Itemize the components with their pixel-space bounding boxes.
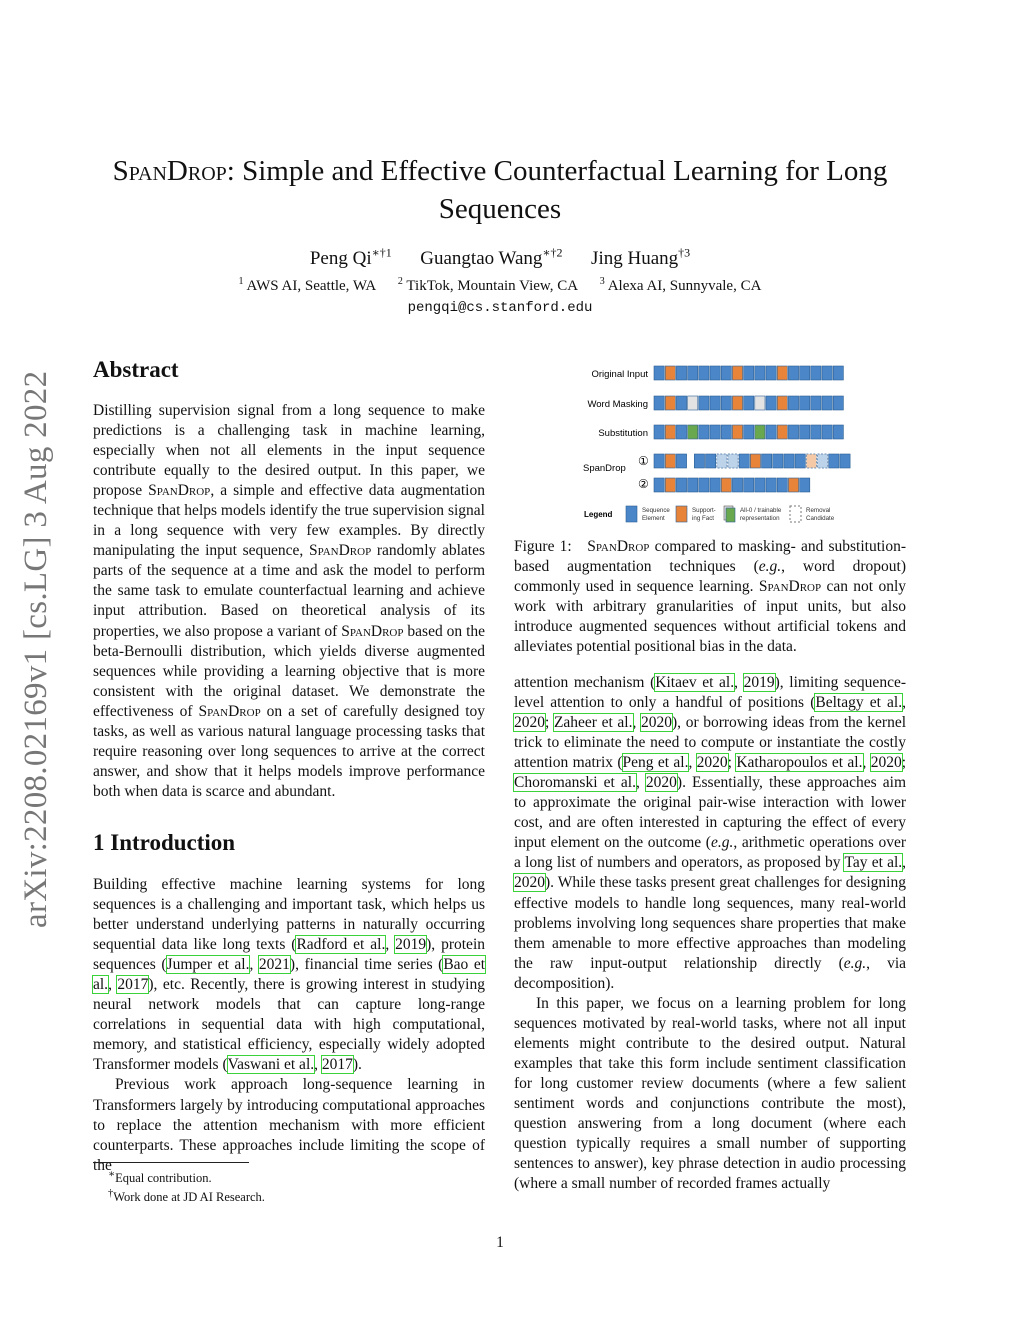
sequence-cell	[822, 366, 832, 380]
sequence-cell	[755, 366, 765, 380]
sequence-cell	[665, 396, 675, 410]
intro-heading: 1 Introduction	[93, 830, 236, 855]
sequence-cell	[721, 478, 731, 492]
sequence-cell	[710, 478, 720, 492]
sequence-cell	[688, 478, 698, 492]
sequence-cell	[777, 366, 787, 380]
sequence-cell	[833, 366, 843, 380]
sequence-cell	[665, 478, 675, 492]
sequence-cell	[710, 366, 720, 380]
sequence-cell	[822, 425, 832, 439]
sequence-cell	[755, 425, 765, 439]
sequence-cell	[710, 425, 720, 439]
figure-row-label: Substitution	[598, 428, 648, 439]
sequence-cell	[676, 396, 686, 410]
intro-paragraph-2: Previous work approach long-sequence learning in Transformers largely by introducing computational approaches to replace the attention mechanism with more efficient counterparts. These approaches include limiting the scope of the	[93, 1076, 485, 1174]
title-method-name: SpanDrop	[112, 155, 227, 187]
legend-label: Support-	[692, 507, 716, 514]
sequence-cell	[766, 396, 776, 410]
legend-label: All-0 / trainable	[740, 507, 782, 514]
author: Peng $Qi^{∗\dagger 1}$	[309, 246, 392, 270]
legend-swatch	[726, 508, 735, 522]
sequence-cell	[777, 478, 787, 492]
arxiv-side-label: arXiv:2208.02169v1 [cs.LG] 3 Aug 2022	[18, 370, 54, 928]
sequence-cell	[788, 425, 798, 439]
sequence-cell	[788, 478, 798, 492]
legend-label: representation	[740, 515, 780, 522]
removal-candidate-cell	[717, 454, 727, 468]
figure-row-label: Original Input	[591, 369, 648, 380]
sequence-cell	[699, 478, 709, 492]
sequence-cell	[676, 366, 686, 380]
intro-paragraph-1: Building effective machine learning systems for long sequences is a challenging and important task, which helps us better understand underlying patterns in naturally occurring sequential data like long texts (Radford et al., 2019), protein sequences (Jumper et al., 2021), financial time series (Bao et al., 2017), etc. Recently, there is growing interest in studying neural network models that can capture long-range correlations in sequential data with high computational, memory, and statistical efficiency, especially widely adopted Transformer models (Vaswani et al., 2017).	[93, 876, 486, 1074]
variant-1-marker: ①	[638, 454, 649, 468]
sequence-cell	[744, 425, 754, 439]
paper-title	[60, 152, 940, 228]
sequence-cell	[654, 366, 664, 380]
sequence-cell	[766, 478, 776, 492]
sequence-cell	[788, 366, 798, 380]
legend-title: Legend	[584, 510, 613, 519]
sequence-cell	[732, 396, 742, 410]
sequence-cell	[654, 478, 664, 492]
right-column-body	[514, 673, 906, 1194]
footnote: †Work done at JD AI Research.	[108, 1188, 265, 1205]
sequence-cell	[654, 425, 664, 439]
sequence-cell	[699, 425, 709, 439]
legend-swatch	[790, 506, 801, 522]
author: Jing Huang$^{\dagger 3}$	[591, 246, 691, 270]
sequence-cell	[676, 478, 686, 492]
sequence-cell	[773, 454, 783, 468]
sequence-cell	[694, 454, 704, 468]
variant-2-marker: ②	[638, 477, 649, 491]
sequence-cell	[699, 366, 709, 380]
legend-label: Removal	[806, 507, 831, 514]
legend-label: ing Fact	[692, 515, 715, 522]
sequence-cell	[654, 396, 664, 410]
affiliation: Alexa AI, Sunnyvale, CA	[607, 278, 762, 294]
body-paragraph: In this paper, we focus on a learning problem for long sequences motivated by real-world tasks, where not all input elements might contribute to the desired output. Natural examples that take this form include sentiment classification for long customer review documents (where a few salient sentiment words and conjunctions contribute the most), question answering from a long document (where each question typically requires a small number of supporting sentences to answer), key phrase detection in audio processing (where a small number of recorded frames actually	[514, 994, 906, 1193]
sequence-cell	[795, 454, 805, 468]
sequence-cell	[800, 478, 810, 492]
legend-label: Candidate	[806, 515, 835, 522]
sequence-cell	[800, 425, 810, 439]
spandrop-row-label: SpanDrop	[583, 463, 626, 474]
author: Guangtao Wang$^{∗\dagger 2}$	[420, 246, 563, 270]
sequence-cell	[811, 425, 821, 439]
legend-label: Element	[642, 515, 665, 522]
sequence-cell	[665, 454, 675, 468]
removal-candidate-cell	[728, 454, 738, 468]
sequence-cell	[811, 366, 821, 380]
body-paragraph: attention mechanism (Kitaev et al., 2019), limiting sequence-level attention to only a handful of positions (Beltagy et al., 2020; Zaheer et al., 2020), or borrowing ideas from the kernel trick to eliminate the need to compute or instantiate the costly attention matrix (Peng et al., 2020; Katharopoulos et al., 2020; Choromanski et al., 2020). Essentially, these approaches aim to approximate the original pair-wise interaction with lower cost, and are often interested in capturing the effect of every input element on the outcome (e.g., arithmetic operations over a long list of numbers and operators, as proposed by Tay et al., 2020). While these tasks present great challenges for designing effective models to handle long sequences, many real-world problems involving long sequences share properties that make them amenable to more effective approaches than modeling the raw input-output relationship directly (e.g., via decomposition).	[514, 674, 907, 992]
sequence-cell	[744, 366, 754, 380]
sequence-cell	[784, 454, 794, 468]
affiliation: TikTok, Mountain View, CA	[406, 278, 578, 294]
sequence-cell	[721, 425, 731, 439]
sequence-cell	[744, 478, 754, 492]
sequence-cell	[755, 396, 765, 410]
title-rest: : Simple and Effective Counterfactual Learning for Long Sequences	[226, 155, 888, 225]
author-email[interactable]: pengqi@cs.stanford.edu	[407, 300, 593, 316]
affiliation: AWS AI, Seattle, WA	[246, 278, 376, 294]
sequence-cell	[750, 454, 760, 468]
sequence-cell	[766, 366, 776, 380]
removal-candidate-cell	[818, 454, 828, 468]
sequence-cell	[732, 478, 742, 492]
footnotes	[108, 1167, 408, 1205]
intro-body	[93, 875, 485, 1176]
sequence-cell	[840, 454, 850, 468]
sequence-cell	[676, 425, 686, 439]
sequence-cell	[755, 478, 765, 492]
sequence-cell	[665, 366, 675, 380]
sequence-cell	[766, 425, 776, 439]
removal-candidate-cell	[806, 454, 816, 468]
sequence-cell	[710, 396, 720, 410]
sequence-cell	[833, 425, 843, 439]
sequence-cell	[777, 396, 787, 410]
footnote-rule	[93, 1162, 249, 1163]
sequence-cell	[676, 454, 686, 468]
figure-row-label: Word Masking	[587, 399, 648, 410]
sequence-cell	[688, 366, 698, 380]
sequence-cell	[833, 396, 843, 410]
affiliations: $^1$ AWS AI, Seattle, WA $^2$ TikTok, Mountain View, CA $^3$ Alexa AI, Sunnyvale, CA	[238, 276, 762, 294]
sequence-cell	[800, 366, 810, 380]
sequence-cell	[721, 366, 731, 380]
figure-1-diagram	[514, 358, 906, 530]
author-list	[0, 246, 1000, 270]
figure-1	[514, 358, 906, 530]
page-number: 1	[496, 1234, 504, 1251]
legend-swatch	[676, 506, 687, 522]
sequence-cell	[777, 425, 787, 439]
sequence-cell	[732, 366, 742, 380]
sequence-cell	[822, 396, 832, 410]
abstract-text: Distilling supervision signal from a long sequence to make predictions is a challenging task in machine learning, especially when not all elements in the input sequence contribute equally to the desired output. In this paper, we propose SpanDrop, a simple and effective data augmentation technique that helps models identify the true supervision signal in a long sequence with very few examples. By directly manipulating the input sequence, SpanDrop randomly ablates parts of the sequence at a time and ask the model to perform the same task to emulate counterfactual learning and achieve input attribution. Based on theoretical analysis of its properties, we also propose a variant of SpanDrop based on the beta-Bernoulli distribution, which yields diverse augmented sequences while providing a learning objective that is more consistent with the original dataset. We demonstrate the effectiveness of SpanDrop on a set of carefully designed toy tasks, as well as various natural language processing tasks that require reasoning over long sequences to arrive at the correct answer, and show that it helps models improve performance both when data is scarce and abundant.	[93, 402, 486, 800]
sequence-cell	[829, 454, 839, 468]
legend-label: Sequence	[642, 507, 670, 514]
sequence-cell	[788, 396, 798, 410]
sequence-cell	[811, 396, 821, 410]
sequence-cell	[665, 425, 675, 439]
sequence-cell	[706, 454, 716, 468]
sequence-cell	[739, 454, 749, 468]
sequence-cell	[688, 396, 698, 410]
sequence-cell	[688, 425, 698, 439]
sequence-cell	[721, 396, 731, 410]
sequence-cell	[699, 396, 709, 410]
sequence-cell	[654, 454, 664, 468]
sequence-cell	[800, 396, 810, 410]
footnote: ∗Equal contribution.	[108, 1169, 212, 1186]
sequence-cell	[762, 454, 772, 468]
sequence-cell	[732, 425, 742, 439]
legend-swatch	[626, 506, 637, 522]
abstract-heading: Abstract	[93, 357, 179, 382]
sequence-cell	[744, 396, 754, 410]
figure-1-caption: Figure 1: SpanDrop compared to masking- and substitution-based augmentation techniques (e.g., word dropout) commonly used in sequence learning. SpanDrop can not only work with arbitrary granularities of input units, but also introduce augmented sequences without artificial tokens and alleviates potential positional bias in the data.	[514, 538, 906, 655]
